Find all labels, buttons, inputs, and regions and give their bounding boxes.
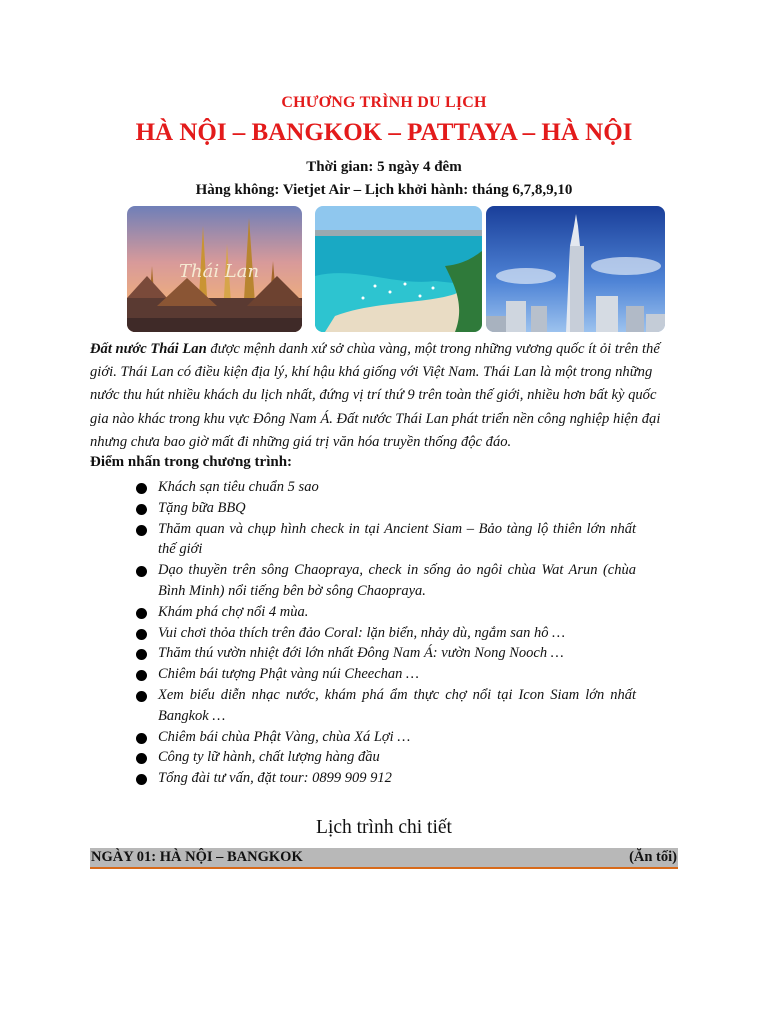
- list-item: Dạo thuyền trên sông Chaopraya, check in sống ảo ngôi chùa Wat Arun (chùa Bình Minh) nổi tiếng bên bờ sông Chaopraya.: [136, 560, 636, 602]
- list-item: Khách sạn tiêu chuẩn 5 sao: [136, 477, 636, 498]
- list-item: Thăm thú vườn nhiệt đới lớn nhất Đông Nam Á: vườn Nong Nooch …: [136, 643, 636, 664]
- bullet-icon: [136, 691, 147, 702]
- city-tower-photo: [486, 206, 665, 332]
- intro-lead: Đất nước Thái Lan: [90, 341, 207, 357]
- list-item: Công ty lữ hành, chất lượng hàng đầu: [136, 747, 636, 768]
- list-item: Chiêm bái chùa Phật Vàng, chùa Xá Lợi …: [136, 727, 636, 748]
- highlights-list: [136, 477, 636, 789]
- bullet-icon: [136, 608, 147, 619]
- bullet-icon: [136, 670, 147, 681]
- list-item: Tổng đài tư vấn, đặt tour: 0899 909 912: [136, 768, 636, 789]
- bullet-icon: [136, 629, 147, 640]
- beach-photo: [315, 206, 482, 332]
- day-1-meal: (Ăn tối): [629, 849, 677, 865]
- bullet-icon: [136, 566, 147, 577]
- bullet-icon: [136, 525, 147, 536]
- temple-photo: [127, 206, 302, 332]
- intro-paragraph: [90, 338, 674, 454]
- bullet-icon: [136, 483, 147, 494]
- tour-airline: Hàng không: Vietjet Air – Lịch khởi hành: tháng 6,7,8,9,10: [195, 182, 573, 198]
- list-item: Xem biểu diễn nhạc nước, khám phá ẩm thực chợ nổi tại Icon Siam lớn nhất Bangkok …: [136, 685, 636, 727]
- bullet-icon: [136, 649, 147, 660]
- intro-text: được mệnh danh xứ sở chùa vàng, một trong những vương quốc ít ỏi trên thế giới. Thái Lan có điều kiện địa lý, khí hậu khá giống với Việt Nam. Thái Lan là một trong những nước thu hút nhiều khách du lịch nhất, đứng vị trí thứ 9 trên toàn thế giới, nhiều hơn bất kỳ quốc gia nào khác trong khu vực Đông Nam Á. Đất nước Thái Lan phát triển nền công nghiệp hiện đại nhưng chưa bao giờ mất đi những giá trị văn hóa truyền thống độc đáo.: [90, 341, 661, 450]
- bullet-icon: [136, 733, 147, 744]
- list-item: Khám phá chợ nổi 4 mùa.: [136, 602, 636, 623]
- tour-duration: Thời gian: 5 ngày 4 đêm: [306, 159, 462, 175]
- bullet-icon: [136, 774, 147, 785]
- bullet-icon: [136, 504, 147, 515]
- tour-title: HÀ NỘI – BANGKOK – PATTAYA – HÀ NỘI: [135, 119, 633, 146]
- list-item: Vui chơi thỏa thích trên đảo Coral: lặn biển, nhảy dù, ngắm san hô …: [136, 623, 636, 644]
- temple-caption: Thái Lan: [179, 261, 260, 282]
- day-1-label: NGÀY 01: HÀ NỘI – BANGKOK: [91, 849, 303, 865]
- highlights-heading: Điểm nhấn trong chương trình:: [90, 454, 293, 470]
- program-kicker: CHƯƠNG TRÌNH DU LỊCH: [281, 94, 487, 111]
- schedule-heading: Lịch trình chi tiết: [316, 817, 452, 838]
- list-item: Chiêm bái tượng Phật vàng núi Cheechan …: [136, 664, 636, 685]
- list-item: Tặng bữa BBQ: [136, 498, 636, 519]
- day-1-header-bar: [90, 848, 678, 869]
- bullet-icon: [136, 753, 147, 764]
- list-item: Thăm quan và chụp hình check in tại Ancient Siam – Bảo tàng lộ thiên lớn nhất thế giới: [136, 519, 636, 561]
